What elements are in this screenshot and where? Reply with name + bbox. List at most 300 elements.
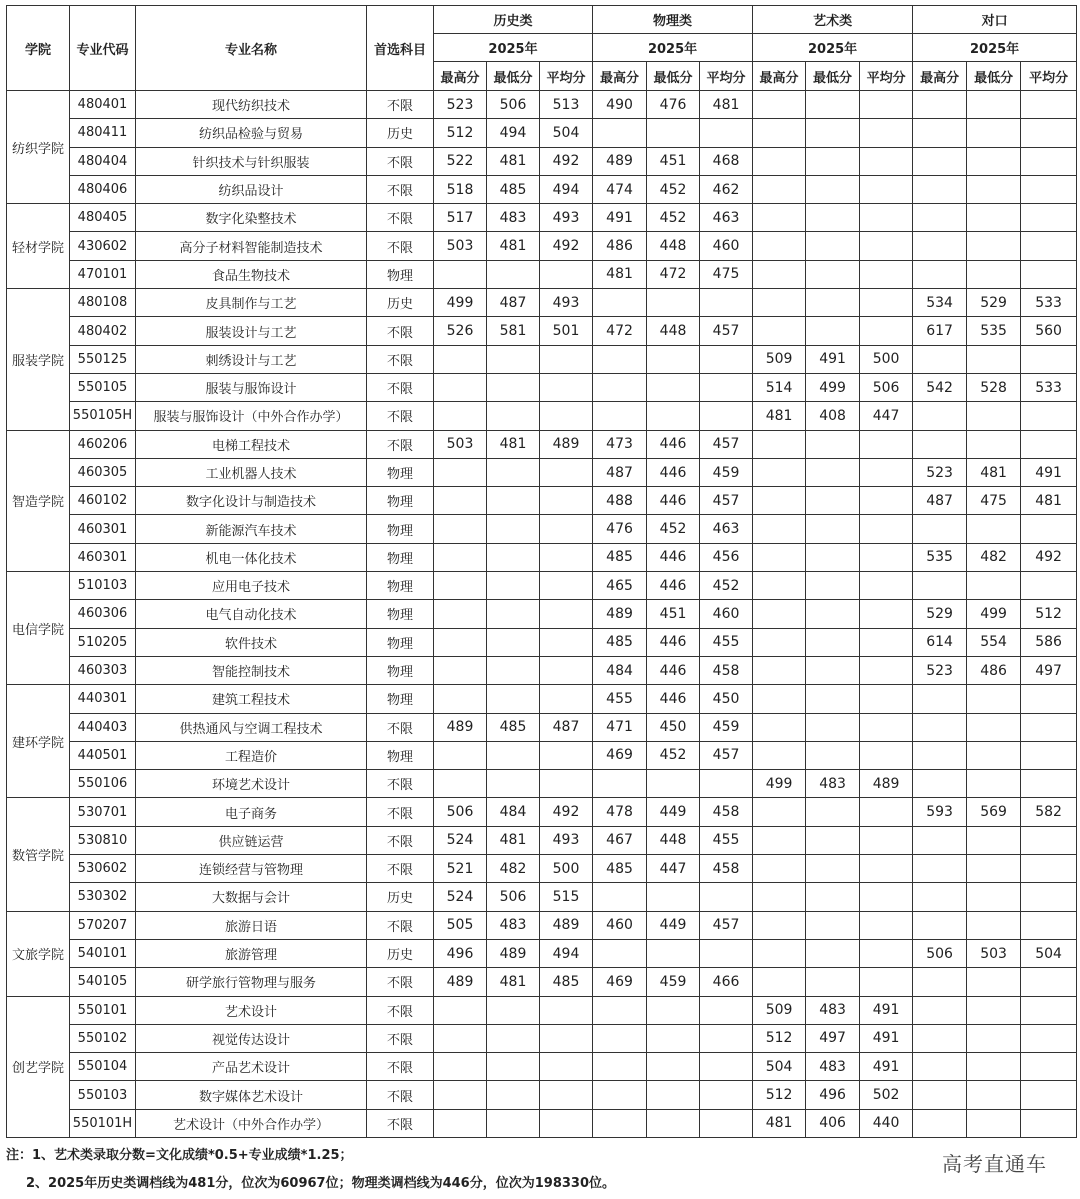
admission-score-table xyxy=(6,5,1077,1138)
score-cell xyxy=(753,430,806,458)
score-cell xyxy=(1021,855,1077,883)
score-cell: 446 xyxy=(647,543,700,571)
score-cell xyxy=(860,515,913,543)
table-row xyxy=(7,402,1077,430)
score-cell: 560 xyxy=(1021,317,1077,345)
score-cell xyxy=(487,656,540,684)
score-cell: 535 xyxy=(913,543,967,571)
subject-cell: 历史 xyxy=(367,939,434,967)
score-cell xyxy=(806,515,860,543)
table-row xyxy=(7,345,1077,373)
score-cell: 452 xyxy=(647,175,700,203)
score-cell xyxy=(540,1081,593,1109)
score-cell: 463 xyxy=(700,515,753,543)
code-cell: 480404 xyxy=(70,147,136,175)
name-cell: 智能控制技术 xyxy=(136,656,367,684)
score-cell: 489 xyxy=(593,600,647,628)
score-cell xyxy=(913,770,967,798)
header-year: 2025年 xyxy=(913,34,1077,62)
subject-cell: 不限 xyxy=(367,402,434,430)
score-cell xyxy=(593,373,647,401)
score-cell: 504 xyxy=(1021,939,1077,967)
score-cell: 488 xyxy=(593,487,647,515)
name-cell: 服装设计与工艺 xyxy=(136,317,367,345)
score-cell: 491 xyxy=(860,996,913,1024)
score-cell xyxy=(434,656,487,684)
score-cell xyxy=(806,260,860,288)
score-cell xyxy=(487,487,540,515)
score-cell: 504 xyxy=(753,1053,806,1081)
score-cell xyxy=(593,1081,647,1109)
name-cell: 软件技术 xyxy=(136,628,367,656)
code-cell: 480108 xyxy=(70,289,136,317)
score-cell xyxy=(806,91,860,119)
score-cell xyxy=(487,572,540,600)
score-cell xyxy=(913,996,967,1024)
table-row xyxy=(7,543,1077,571)
score-cell: 484 xyxy=(487,798,540,826)
code-cell: 550102 xyxy=(70,1024,136,1052)
score-cell: 481 xyxy=(700,91,753,119)
score-cell xyxy=(753,939,806,967)
score-cell xyxy=(753,741,806,769)
subject-cell: 物理 xyxy=(367,685,434,713)
score-cell: 447 xyxy=(647,855,700,883)
score-cell xyxy=(487,628,540,656)
score-cell xyxy=(487,770,540,798)
score-cell: 506 xyxy=(434,798,487,826)
score-cell xyxy=(540,345,593,373)
code-cell: 460306 xyxy=(70,600,136,628)
score-cell xyxy=(967,1081,1021,1109)
score-cell xyxy=(434,600,487,628)
score-cell xyxy=(913,515,967,543)
name-cell: 新能源汽车技术 xyxy=(136,515,367,543)
score-cell xyxy=(753,798,806,826)
code-cell: 460301 xyxy=(70,515,136,543)
table-row xyxy=(7,1109,1077,1137)
score-cell xyxy=(434,572,487,600)
name-cell: 连锁经营与管物理 xyxy=(136,855,367,883)
header-group-art: 艺术类 xyxy=(753,6,913,34)
score-cell: 457 xyxy=(700,317,753,345)
score-cell: 446 xyxy=(647,685,700,713)
score-cell xyxy=(860,572,913,600)
score-cell xyxy=(1021,91,1077,119)
name-cell: 服装与服饰设计（中外合作办学） xyxy=(136,402,367,430)
score-cell: 491 xyxy=(860,1053,913,1081)
score-cell xyxy=(753,91,806,119)
score-cell xyxy=(806,317,860,345)
score-cell xyxy=(434,1024,487,1052)
score-cell: 496 xyxy=(434,939,487,967)
score-cell xyxy=(967,515,1021,543)
score-cell xyxy=(434,402,487,430)
score-cell xyxy=(967,572,1021,600)
score-cell: 534 xyxy=(913,289,967,317)
score-cell xyxy=(593,402,647,430)
score-cell: 497 xyxy=(806,1024,860,1052)
score-cell xyxy=(1021,1109,1077,1137)
score-cell xyxy=(700,373,753,401)
table-row xyxy=(7,147,1077,175)
score-cell xyxy=(647,1109,700,1137)
score-cell xyxy=(593,883,647,911)
score-cell: 455 xyxy=(593,685,647,713)
score-cell: 448 xyxy=(647,317,700,345)
score-cell xyxy=(753,458,806,486)
score-cell xyxy=(593,345,647,373)
subject-cell: 不限 xyxy=(367,147,434,175)
score-cell xyxy=(913,826,967,854)
table-row xyxy=(7,317,1077,345)
score-cell xyxy=(806,289,860,317)
score-cell: 482 xyxy=(487,855,540,883)
score-cell: 500 xyxy=(860,345,913,373)
score-cell: 446 xyxy=(647,572,700,600)
score-cell: 456 xyxy=(700,543,753,571)
subject-cell: 不限 xyxy=(367,91,434,119)
score-cell xyxy=(540,543,593,571)
score-cell: 460 xyxy=(593,911,647,939)
name-cell: 数字化染整技术 xyxy=(136,204,367,232)
score-cell xyxy=(700,1109,753,1137)
score-cell: 483 xyxy=(806,1053,860,1081)
score-cell xyxy=(753,204,806,232)
score-cell: 476 xyxy=(593,515,647,543)
score-cell: 533 xyxy=(1021,289,1077,317)
score-cell: 485 xyxy=(593,855,647,883)
score-cell: 529 xyxy=(913,600,967,628)
score-cell: 506 xyxy=(487,883,540,911)
name-cell: 供热通风与空调工程技术 xyxy=(136,713,367,741)
score-cell xyxy=(647,402,700,430)
score-cell: 524 xyxy=(434,826,487,854)
score-cell: 493 xyxy=(540,289,593,317)
score-cell: 509 xyxy=(753,996,806,1024)
score-cell: 460 xyxy=(700,232,753,260)
score-cell: 523 xyxy=(434,91,487,119)
score-cell xyxy=(540,996,593,1024)
score-cell xyxy=(647,119,700,147)
score-cell xyxy=(540,373,593,401)
code-cell: 440501 xyxy=(70,741,136,769)
score-cell: 481 xyxy=(593,260,647,288)
score-cell xyxy=(1021,741,1077,769)
score-cell: 448 xyxy=(647,232,700,260)
score-cell xyxy=(913,260,967,288)
name-cell: 针织技术与针织服装 xyxy=(136,147,367,175)
score-cell: 471 xyxy=(593,713,647,741)
college-cell: 纺织学院 xyxy=(7,91,70,204)
score-cell: 494 xyxy=(540,175,593,203)
subject-cell: 不限 xyxy=(367,430,434,458)
score-cell xyxy=(806,656,860,684)
header-min: 最低分 xyxy=(967,62,1021,91)
score-cell: 614 xyxy=(913,628,967,656)
score-cell xyxy=(593,289,647,317)
college-cell: 轻材学院 xyxy=(7,204,70,289)
subject-cell: 历史 xyxy=(367,289,434,317)
score-cell xyxy=(806,175,860,203)
code-cell: 550105 xyxy=(70,373,136,401)
score-cell xyxy=(967,770,1021,798)
header-min: 最低分 xyxy=(647,62,700,91)
header-avg: 平均分 xyxy=(1021,62,1077,91)
score-cell xyxy=(487,458,540,486)
score-cell xyxy=(860,260,913,288)
score-cell: 513 xyxy=(540,91,593,119)
score-cell xyxy=(806,232,860,260)
code-cell: 570207 xyxy=(70,911,136,939)
code-cell: 480411 xyxy=(70,119,136,147)
score-cell: 491 xyxy=(860,1024,913,1052)
score-cell: 450 xyxy=(647,713,700,741)
score-cell xyxy=(540,402,593,430)
table-row xyxy=(7,430,1077,458)
score-cell: 500 xyxy=(540,855,593,883)
score-cell xyxy=(1021,147,1077,175)
score-cell xyxy=(806,741,860,769)
score-cell xyxy=(860,430,913,458)
score-cell xyxy=(487,345,540,373)
score-cell: 455 xyxy=(700,628,753,656)
subject-cell: 不限 xyxy=(367,826,434,854)
college-cell: 建环学院 xyxy=(7,685,70,798)
score-cell: 483 xyxy=(487,204,540,232)
score-cell: 487 xyxy=(540,713,593,741)
code-cell: 510103 xyxy=(70,572,136,600)
score-cell xyxy=(913,147,967,175)
score-cell: 448 xyxy=(647,826,700,854)
score-cell: 482 xyxy=(967,543,1021,571)
score-cell: 483 xyxy=(806,996,860,1024)
score-cell xyxy=(540,515,593,543)
score-cell xyxy=(1021,1081,1077,1109)
score-cell: 449 xyxy=(647,798,700,826)
table-row xyxy=(7,883,1077,911)
subject-cell: 不限 xyxy=(367,204,434,232)
code-cell: 480406 xyxy=(70,175,136,203)
score-cell xyxy=(434,628,487,656)
score-cell: 486 xyxy=(967,656,1021,684)
score-cell xyxy=(753,317,806,345)
score-cell xyxy=(540,487,593,515)
score-cell xyxy=(753,685,806,713)
subject-cell: 不限 xyxy=(367,798,434,826)
score-cell xyxy=(753,968,806,996)
score-cell xyxy=(753,232,806,260)
score-cell: 449 xyxy=(647,911,700,939)
score-cell xyxy=(913,175,967,203)
score-cell: 481 xyxy=(487,147,540,175)
score-cell: 491 xyxy=(1021,458,1077,486)
table-row xyxy=(7,656,1077,684)
score-cell xyxy=(860,600,913,628)
score-cell xyxy=(487,741,540,769)
score-cell xyxy=(860,855,913,883)
header-min: 最低分 xyxy=(487,62,540,91)
subject-cell: 不限 xyxy=(367,1081,434,1109)
subject-cell: 不限 xyxy=(367,1109,434,1137)
score-cell xyxy=(434,487,487,515)
name-cell: 工业机器人技术 xyxy=(136,458,367,486)
score-cell xyxy=(700,119,753,147)
score-cell xyxy=(860,911,913,939)
score-cell xyxy=(593,1024,647,1052)
score-cell xyxy=(860,487,913,515)
name-cell: 旅游管理 xyxy=(136,939,367,967)
header-year: 2025年 xyxy=(434,34,593,62)
score-cell xyxy=(913,1024,967,1052)
score-cell xyxy=(647,770,700,798)
score-cell: 451 xyxy=(647,147,700,175)
table-row xyxy=(7,685,1077,713)
header-code: 专业代码 xyxy=(70,6,136,91)
score-cell xyxy=(967,402,1021,430)
score-cell xyxy=(700,1024,753,1052)
score-cell xyxy=(1021,826,1077,854)
score-cell xyxy=(434,685,487,713)
score-cell xyxy=(753,543,806,571)
score-cell xyxy=(1021,1053,1077,1081)
score-cell xyxy=(860,289,913,317)
code-cell: 430602 xyxy=(70,232,136,260)
code-cell: 480405 xyxy=(70,204,136,232)
score-cell xyxy=(806,572,860,600)
score-cell xyxy=(753,119,806,147)
score-cell xyxy=(593,119,647,147)
score-cell: 504 xyxy=(540,119,593,147)
score-cell xyxy=(1021,968,1077,996)
college-cell: 数管学院 xyxy=(7,798,70,911)
score-cell xyxy=(806,911,860,939)
score-cell xyxy=(753,600,806,628)
score-cell: 481 xyxy=(487,232,540,260)
score-cell: 489 xyxy=(860,770,913,798)
score-cell: 484 xyxy=(593,656,647,684)
score-cell xyxy=(860,826,913,854)
score-cell xyxy=(806,798,860,826)
score-cell xyxy=(967,826,1021,854)
header-min: 最低分 xyxy=(806,62,860,91)
score-cell xyxy=(860,458,913,486)
score-cell: 512 xyxy=(1021,600,1077,628)
subject-cell: 物理 xyxy=(367,515,434,543)
score-cell xyxy=(540,458,593,486)
score-cell: 496 xyxy=(806,1081,860,1109)
score-cell xyxy=(967,345,1021,373)
score-cell: 506 xyxy=(913,939,967,967)
score-cell xyxy=(487,1081,540,1109)
score-cell xyxy=(1021,345,1077,373)
score-cell xyxy=(1021,175,1077,203)
code-cell: 480401 xyxy=(70,91,136,119)
score-cell xyxy=(806,458,860,486)
score-cell: 487 xyxy=(593,458,647,486)
score-cell: 522 xyxy=(434,147,487,175)
score-cell xyxy=(913,430,967,458)
score-cell: 475 xyxy=(700,260,753,288)
score-cell: 497 xyxy=(1021,656,1077,684)
score-cell: 451 xyxy=(647,600,700,628)
name-cell: 高分子材料智能制造技术 xyxy=(136,232,367,260)
table-row xyxy=(7,826,1077,854)
name-cell: 刺绣设计与工艺 xyxy=(136,345,367,373)
table-row xyxy=(7,600,1077,628)
table-row xyxy=(7,996,1077,1024)
header-subject: 首选科目 xyxy=(367,6,434,91)
score-cell: 473 xyxy=(593,430,647,458)
score-cell xyxy=(593,770,647,798)
score-cell: 512 xyxy=(434,119,487,147)
score-cell xyxy=(1021,232,1077,260)
score-cell xyxy=(806,826,860,854)
header-max: 最高分 xyxy=(434,62,487,91)
header-group-history: 历史类 xyxy=(434,6,593,34)
code-cell: 550101H xyxy=(70,1109,136,1137)
score-cell: 478 xyxy=(593,798,647,826)
header-year: 2025年 xyxy=(753,34,913,62)
score-cell xyxy=(806,543,860,571)
score-cell xyxy=(1021,260,1077,288)
score-cell: 492 xyxy=(540,798,593,826)
table-row xyxy=(7,713,1077,741)
score-cell: 476 xyxy=(647,91,700,119)
score-cell xyxy=(913,91,967,119)
score-cell xyxy=(1021,515,1077,543)
score-cell: 483 xyxy=(806,770,860,798)
score-cell xyxy=(487,1109,540,1137)
score-cell xyxy=(1021,883,1077,911)
table-row xyxy=(7,289,1077,317)
score-cell xyxy=(753,883,806,911)
score-cell xyxy=(753,260,806,288)
code-cell: 460206 xyxy=(70,430,136,458)
score-cell: 489 xyxy=(434,968,487,996)
name-cell: 艺术设计（中外合作办学） xyxy=(136,1109,367,1137)
name-cell: 产品艺术设计 xyxy=(136,1053,367,1081)
header-year: 2025年 xyxy=(593,34,753,62)
score-cell: 457 xyxy=(700,487,753,515)
score-cell: 452 xyxy=(700,572,753,600)
subject-cell: 历史 xyxy=(367,883,434,911)
score-cell: 446 xyxy=(647,656,700,684)
score-cell: 493 xyxy=(540,204,593,232)
name-cell: 数字化设计与制造技术 xyxy=(136,487,367,515)
score-cell: 483 xyxy=(487,911,540,939)
score-cell: 501 xyxy=(540,317,593,345)
subject-cell: 物理 xyxy=(367,260,434,288)
score-cell xyxy=(540,1024,593,1052)
footnote-1: 注：1、艺术类录取分数=文化成绩*0.5+专业成绩*1.25； xyxy=(6,1148,353,1163)
score-cell: 523 xyxy=(913,656,967,684)
code-cell: 460303 xyxy=(70,656,136,684)
score-cell xyxy=(806,204,860,232)
score-cell: 455 xyxy=(700,826,753,854)
score-cell xyxy=(434,770,487,798)
score-cell xyxy=(913,232,967,260)
score-cell: 493 xyxy=(540,826,593,854)
score-cell xyxy=(1021,572,1077,600)
name-cell: 环境艺术设计 xyxy=(136,770,367,798)
score-cell xyxy=(967,91,1021,119)
table-row xyxy=(7,798,1077,826)
score-cell xyxy=(967,119,1021,147)
subject-cell: 不限 xyxy=(367,855,434,883)
score-cell xyxy=(967,232,1021,260)
name-cell: 机电一体化技术 xyxy=(136,543,367,571)
